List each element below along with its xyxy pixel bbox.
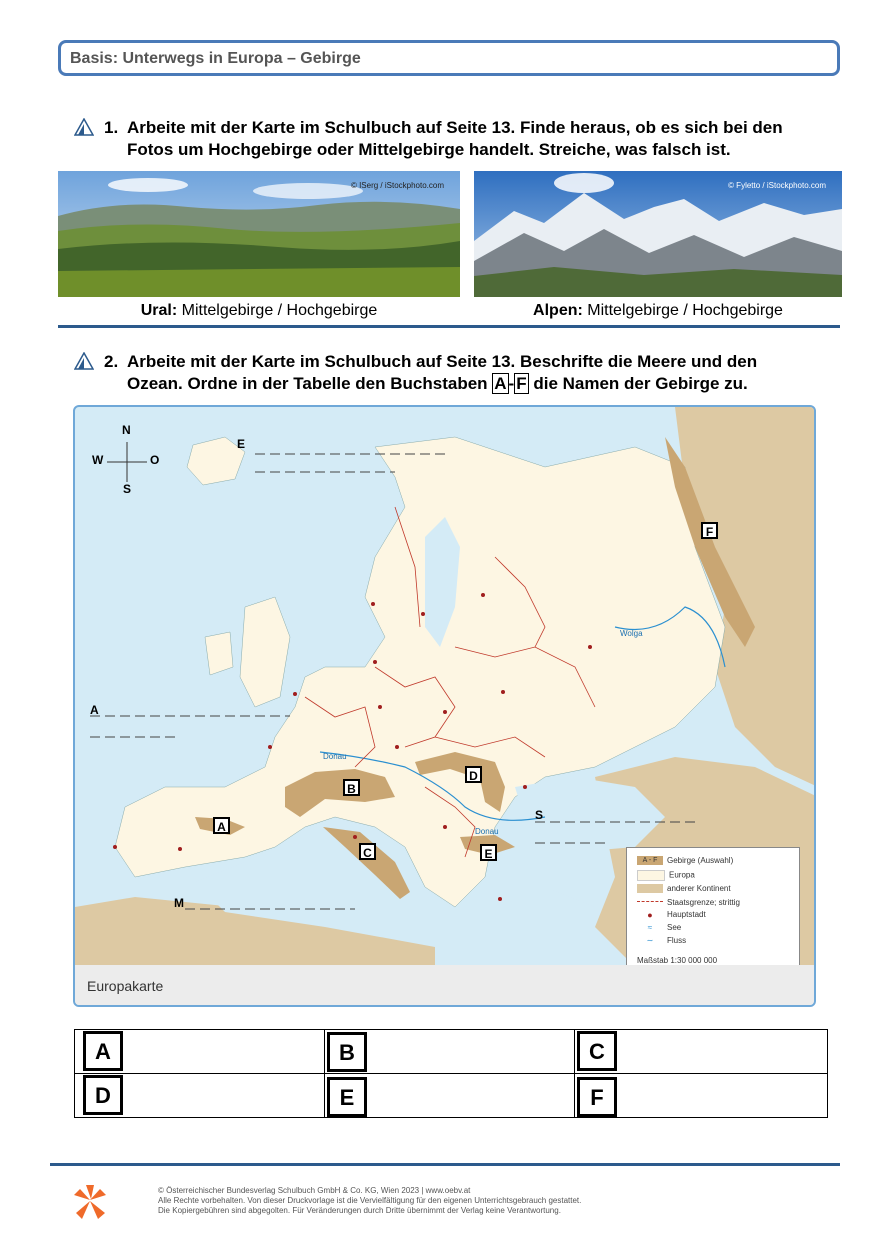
ural-photo-credit: © ISerg / iStockphoto.com	[350, 181, 444, 190]
alpen-photo-credit: © Fyletto / iStockphoto.com	[728, 181, 826, 190]
ural-photo	[58, 171, 460, 297]
task-1-line-1: Arbeite mit der Karte im Schulbuch auf Seite 13. Finde heraus, ob es sich bei den	[127, 118, 783, 137]
answer-cell-c[interactable]	[575, 1030, 827, 1074]
legend-border-swatch	[637, 901, 663, 902]
ireland	[205, 632, 233, 675]
task-2-line-1: Arbeite mit der Karte im Schulbuch auf Seite 13. Beschrifte die Meere und den	[127, 352, 758, 371]
river-label-danube-1: Donau	[323, 752, 347, 761]
worksheet-header	[58, 40, 840, 76]
answer-letter-a: A	[83, 1031, 123, 1071]
legend-capital: Hauptstadt	[667, 910, 706, 919]
worksheet-title: Basis: Unterwegs in Europa – Gebirge	[70, 50, 361, 67]
legend-europe-swatch	[637, 870, 665, 881]
task-2-number: 2.	[104, 352, 119, 371]
mountain-label-f: F	[701, 522, 718, 539]
publisher-logo-icon	[72, 1183, 108, 1221]
ural-caption	[58, 302, 460, 320]
mountain-label-c: C	[359, 843, 376, 860]
alpen-name: Alpen:	[533, 302, 583, 319]
difficulty-triangle-icon	[74, 352, 94, 370]
answer-letter-c: C	[577, 1031, 617, 1071]
task-1-line-2: Fotos um Hochgebirge oder Mittelgebirge handelt. Streiche, was falsch ist.	[127, 140, 731, 159]
legend-scale: Maßstab 1:30 000 000	[637, 956, 718, 965]
compass-north: N	[122, 423, 131, 437]
map-title: Europakarte	[87, 978, 164, 994]
legend-river: Fluss	[667, 936, 687, 945]
mountain-label-b: B	[343, 779, 360, 796]
legend-other-swatch	[637, 884, 663, 893]
compass-south: S	[123, 482, 132, 496]
difficulty-triangle-icon	[74, 118, 94, 136]
map-title-bar	[75, 965, 814, 1005]
legend-lake-swatch: ≈	[647, 923, 653, 933]
legend-border: Staatsgrenze; strittig	[667, 898, 740, 907]
mountain-label-e: E	[480, 844, 497, 861]
task-2-line-2: Ozean. Ordne in der Tabelle den Buchstaben A - F die Namen der Gebirge zu.	[127, 374, 748, 393]
legend-other: anderer Kontinent	[667, 884, 731, 893]
legend-europe: Europa	[669, 870, 695, 880]
compass-icon	[107, 442, 147, 482]
legend-river-swatch: ∼	[646, 936, 654, 946]
answer-letter-e: E	[327, 1077, 367, 1117]
legend-mountains: Gebirge (Auswahl)	[667, 856, 734, 865]
compass-west: W	[92, 453, 104, 467]
sea-label-a: A	[90, 703, 99, 717]
range-start-letter: A	[494, 374, 507, 393]
answer-letter-d: D	[83, 1075, 123, 1115]
section-divider	[58, 325, 840, 328]
task-1-number: 1.	[104, 118, 119, 137]
mountain-label-a: A	[213, 817, 230, 834]
ural-name: Ural:	[140, 302, 178, 319]
answer-cell-e[interactable]	[325, 1074, 575, 1117]
legend-lake: See	[667, 923, 682, 932]
answer-cell-d[interactable]	[75, 1074, 325, 1117]
alpen-caption	[474, 302, 842, 320]
answer-cell-f[interactable]	[575, 1074, 827, 1117]
legend-capital-swatch: ●	[647, 910, 653, 921]
europe-map	[73, 405, 816, 1007]
ural-options[interactable]: Mittelgebirge / Hochgebirge	[181, 302, 378, 319]
compass-east: O	[150, 453, 160, 467]
footer-copyright: © Österreichischer Bundesverlag Schulbuch GmbH & Co. KG, Wien 2023 | www.oebv.at Alle Rechte vorbehalten. Von dieser Druckvorlage ist die Vervielfältigung für den eigenen Unterrichtsgebrauch gestattet. Die Kopiergebühren sind abgegolten. Für Veränderungen durch Dritte übernimmt der Verlag keine Verantwortung.	[158, 1186, 582, 1215]
river-label-danube-2: Donau	[475, 827, 499, 836]
sea-label-e: E	[237, 437, 246, 451]
great-britain	[240, 597, 290, 707]
answer-cell-a[interactable]	[75, 1030, 325, 1074]
answer-letter-b: B	[327, 1032, 367, 1072]
river-label-volga: Wolga	[620, 629, 643, 638]
answer-cell-b[interactable]	[325, 1030, 575, 1074]
alpen-photo	[474, 171, 842, 297]
sea-label-m: M	[174, 896, 184, 910]
footer-divider	[50, 1163, 840, 1166]
mountain-label-d: D	[465, 766, 482, 783]
legend-mountain-key: A - F	[637, 856, 663, 865]
answer-table	[74, 1029, 828, 1118]
alpen-options[interactable]: Mittelgebirge / Hochgebirge	[587, 302, 783, 319]
range-end-letter: F	[516, 374, 527, 393]
sea-label-s: S	[535, 808, 544, 822]
answer-letter-f: F	[577, 1077, 617, 1117]
